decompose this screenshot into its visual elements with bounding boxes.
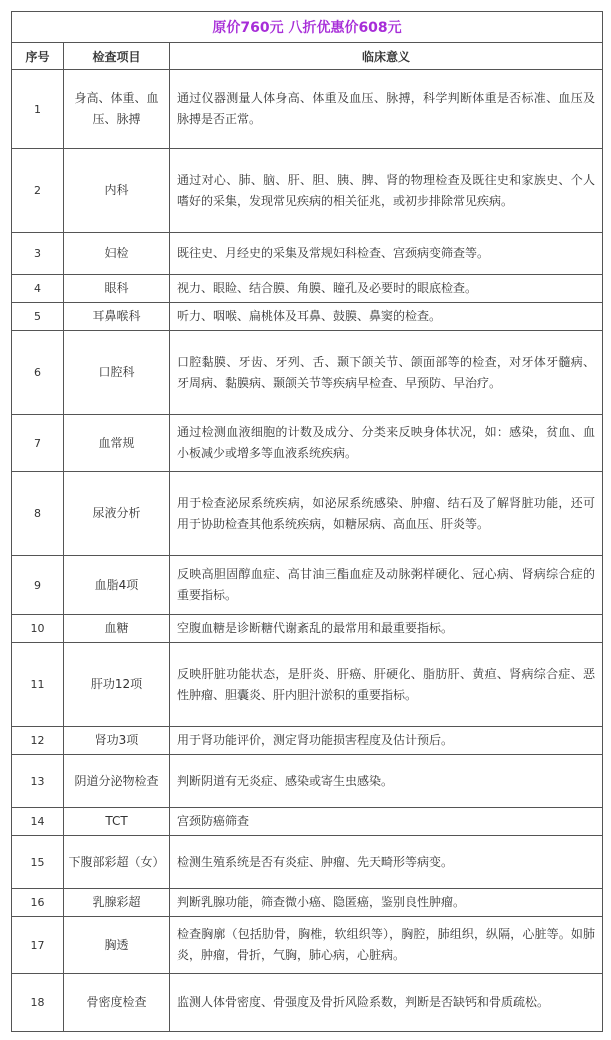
- row-item: 内科: [64, 149, 170, 233]
- table-row: [12, 70, 603, 149]
- row-item: 肾功3项: [64, 727, 170, 755]
- row-item: 口腔科: [64, 331, 170, 415]
- title-row: [12, 12, 603, 43]
- header-item: 检查项目: [64, 43, 170, 70]
- row-number: 15: [12, 836, 64, 889]
- table-row: [12, 755, 603, 808]
- row-meaning: 用于检查泌尿系统疾病，如泌尿系统感染、肿瘤、结石及了解肾脏功能，还可用于协助检查其他系统疾病，如糖尿病、高血压、肝炎等。: [170, 472, 603, 556]
- row-item: TCT: [64, 808, 170, 836]
- row-meaning: 通过仪器测量人体身高、体重及血压、脉搏，科学判断体重是否标准、血压及脉搏是否正常。: [170, 70, 603, 149]
- table-row: [12, 889, 603, 917]
- row-item: 妇检: [64, 233, 170, 275]
- table-row: [12, 415, 603, 472]
- row-item: 血糖: [64, 615, 170, 643]
- row-number: 11: [12, 643, 64, 727]
- table-row: [12, 836, 603, 889]
- row-number: 2: [12, 149, 64, 233]
- row-item: 眼科: [64, 275, 170, 303]
- row-item: 胸透: [64, 917, 170, 974]
- row-number: 7: [12, 415, 64, 472]
- row-number: 12: [12, 727, 64, 755]
- row-number: 9: [12, 556, 64, 615]
- table-row: [12, 556, 603, 615]
- row-meaning: 监测人体骨密度、骨强度及骨折风险系数，判断是否缺钙和骨质疏松。: [170, 974, 603, 1032]
- row-number: 6: [12, 331, 64, 415]
- price-title: 原价760元 八折优惠价608元: [12, 12, 603, 43]
- row-meaning: 反映肝脏功能状态，是肝炎、肝癌、肝硬化、脂肪肝、黄疸、肾病综合症、恶性肿瘤、胆囊炎、肝内胆汁淤积的重要指标。: [170, 643, 603, 727]
- row-meaning: 空腹血糖是诊断糖代谢紊乱的最常用和最重要指标。: [170, 615, 603, 643]
- table-row: [12, 275, 603, 303]
- table-row: [12, 149, 603, 233]
- table-row: [12, 331, 603, 415]
- table-row: [12, 472, 603, 556]
- row-number: 1: [12, 70, 64, 149]
- row-number: 8: [12, 472, 64, 556]
- row-meaning: 判断阴道有无炎症、感染或寄生虫感染。: [170, 755, 603, 808]
- header-meaning: 临床意义: [170, 43, 603, 70]
- row-number: 10: [12, 615, 64, 643]
- row-item: 下腹部彩超（女）: [64, 836, 170, 889]
- row-item: 肝功12项: [64, 643, 170, 727]
- row-number: 5: [12, 303, 64, 331]
- row-number: 4: [12, 275, 64, 303]
- row-meaning: 既往史、月经史的采集及常规妇科检查、宫颈病变筛查等。: [170, 233, 603, 275]
- row-meaning: 反映高胆固醇血症、高甘油三酯血症及动脉粥样硬化、冠心病、肾病综合症的重要指标。: [170, 556, 603, 615]
- row-meaning: 用于肾功能评价，测定肾功能损害程度及估计预后。: [170, 727, 603, 755]
- row-meaning: 通过对心、肺、脑、肝、胆、胰、脾、肾的物理检查及既往史和家族史、个人嗜好的采集，发现常见疾病的相关征兆，或初步排除常见疾病。: [170, 149, 603, 233]
- row-number: 13: [12, 755, 64, 808]
- row-meaning: 宫颈防癌筛查: [170, 808, 603, 836]
- table-row: [12, 727, 603, 755]
- row-meaning: 口腔黏膜、牙齿、牙列、舌、颞下颌关节、颌面部等的检查，对牙体牙髓病、牙周病、黏膜病、颞颌关节等疾病早检查、早预防、早治疗。: [170, 331, 603, 415]
- row-number: 3: [12, 233, 64, 275]
- row-number: 14: [12, 808, 64, 836]
- table-row: [12, 974, 603, 1032]
- row-item: 尿液分析: [64, 472, 170, 556]
- row-meaning: 检查胸廓（包括肋骨，胸椎，软组织等），胸腔，肺组织，纵隔，心脏等。如肺炎，肿瘤，骨折，气胸，肺心病，心脏病。: [170, 917, 603, 974]
- row-item: 耳鼻喉科: [64, 303, 170, 331]
- table-row: [12, 808, 603, 836]
- row-meaning: 视力、眼睑、结合膜、角膜、瞳孔及必要时的眼底检查。: [170, 275, 603, 303]
- table-row: [12, 615, 603, 643]
- header-row: [12, 43, 603, 70]
- row-number: 17: [12, 917, 64, 974]
- row-item: 乳腺彩超: [64, 889, 170, 917]
- row-meaning: 检测生殖系统是否有炎症、肿瘤、先天畸形等病变。: [170, 836, 603, 889]
- header-no: 序号: [12, 43, 64, 70]
- row-item: 血脂4项: [64, 556, 170, 615]
- row-meaning: 听力、咽喉、扁桃体及耳鼻、鼓膜、鼻窦的检查。: [170, 303, 603, 331]
- row-item: 血常规: [64, 415, 170, 472]
- row-item: 骨密度检查: [64, 974, 170, 1032]
- row-item: 阴道分泌物检查: [64, 755, 170, 808]
- row-item: 身高、体重、血压、脉搏: [64, 70, 170, 149]
- row-number: 18: [12, 974, 64, 1032]
- checkup-table: [11, 11, 603, 1032]
- row-meaning: 判断乳腺功能，筛查微小癌、隐匿癌，鉴别良性肿瘤。: [170, 889, 603, 917]
- table-row: [12, 643, 603, 727]
- table-row: [12, 917, 603, 974]
- table-row: [12, 303, 603, 331]
- row-number: 16: [12, 889, 64, 917]
- table-row: [12, 233, 603, 275]
- row-meaning: 通过检测血液细胞的计数及成分、分类来反映身体状况，如：感染，贫血、血小板减少或增多等血液系统疾病。: [170, 415, 603, 472]
